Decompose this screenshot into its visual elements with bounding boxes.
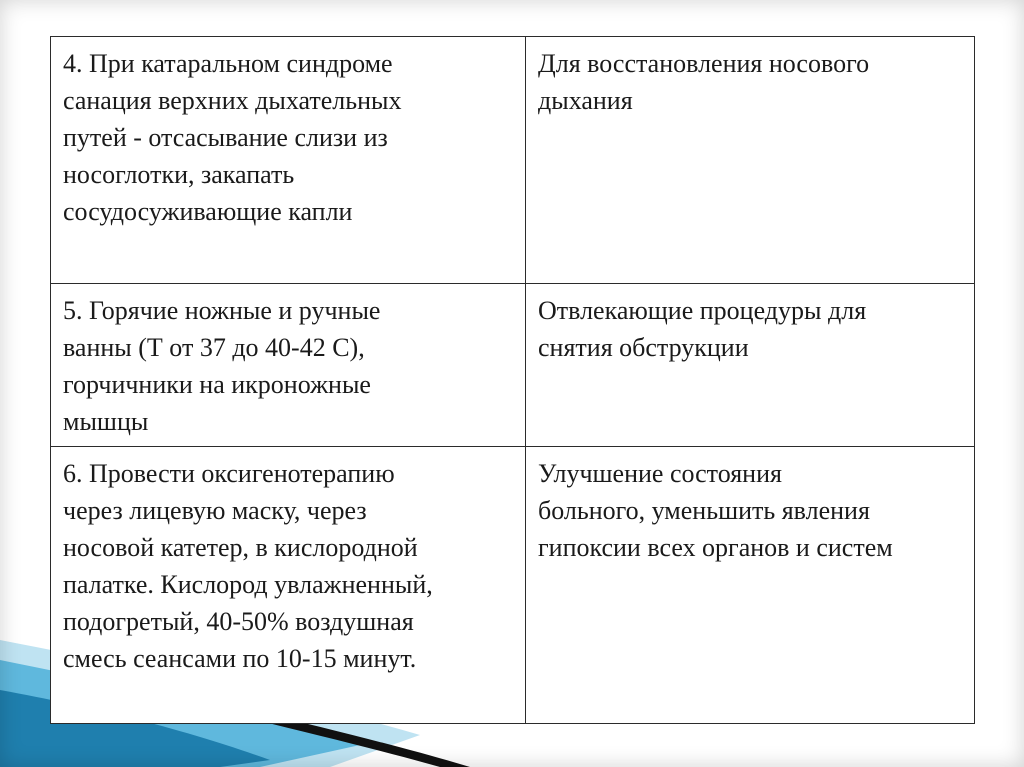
reason-text: Отвлекающие процедуры для снятия обструкции (538, 296, 867, 362)
reason-cell (526, 37, 975, 284)
action-cell (51, 447, 526, 724)
table-row (51, 37, 975, 284)
reason-text: Для восстановления носового дыхания (538, 49, 870, 115)
table-row (51, 284, 975, 447)
action-cell (51, 284, 526, 447)
reason-cell (526, 284, 975, 447)
action-text: 4. При катаральном синдроме санация верхних дыхательных путей - отсасывание слизи из носоглотки, закапать сосудосуживающие капли (63, 49, 402, 226)
reason-text: Улучшение состояния больного, уменьшить явления гипоксии всех органов и систем (538, 459, 893, 562)
reason-cell (526, 447, 975, 724)
action-text: 5. Горячие ножные и ручные ванны (Т от 37 до 40-42 С), горчичники на икроножные мышцы (63, 296, 381, 436)
action-cell (51, 37, 526, 284)
action-text: 6. Провести оксигенотерапию через лицевую маску, через носовой катетер, в кислородной палатке. Кислород увлажненный, подогретый, 40-50% воздушная смесь сеансами по 10-15 минут. (63, 459, 433, 673)
table-row (51, 447, 975, 724)
treatment-table (50, 36, 975, 724)
